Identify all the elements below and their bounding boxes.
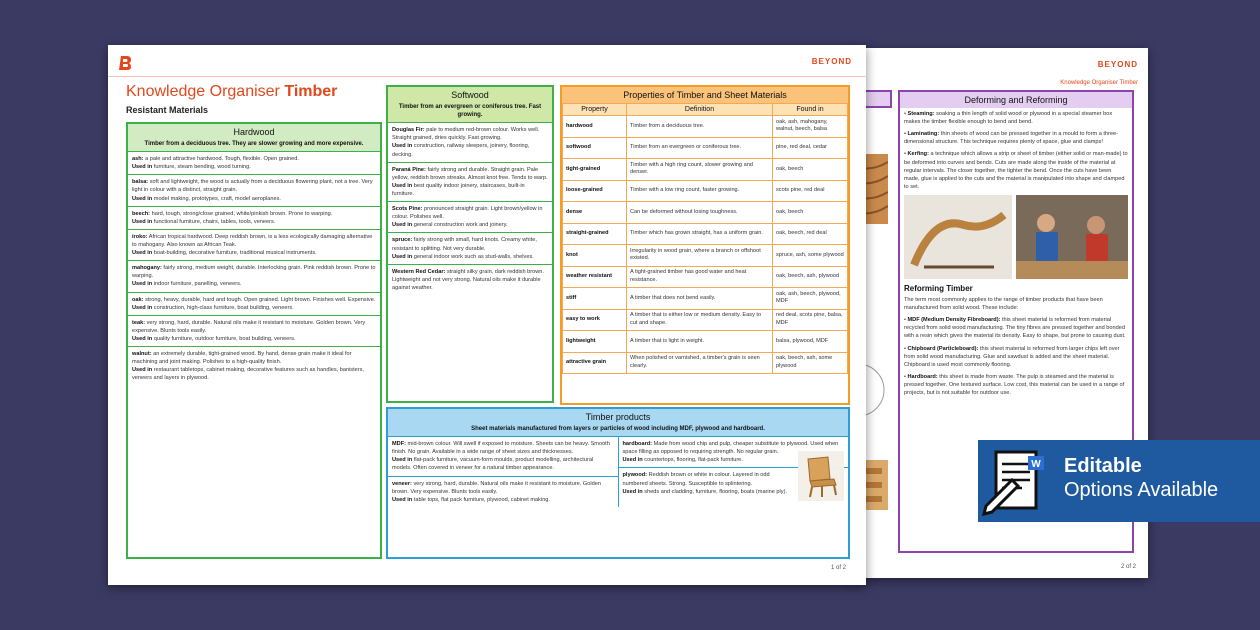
softwood-description: Timber from an evergreen or coniferous tree. Fast growing. xyxy=(398,104,542,119)
deforming-heading: Deforming and Reforming xyxy=(900,92,1132,108)
hardwood-entry: beech: hard, tough, strong/close grained, white/pinkish brown. Prone to warping. Used in functional furniture, chairs, tables, tools, veneers. xyxy=(128,206,380,229)
table-row: easy to work A timber that is either low or medium density. Easy to cut and shape. red deal, scots pine, balsa, MDF xyxy=(563,309,848,331)
badge-text xyxy=(1064,454,1218,502)
softwood-entry: Western Red Cedar: straight silky grain, dark reddish brown. Lightweight and not very strong. Natural oils make it durable against weather. xyxy=(388,264,552,295)
word-letter: W xyxy=(1031,459,1041,470)
hardwood-entry: teak: very strong, hard, durable. Natural oils make it resistant to moisture. Golden brown. Very expensive. Blunts tools easily. Used in quality furniture, outdoor furniture, boat building, veneers. xyxy=(128,315,380,346)
reforming-heading: Reforming Timber xyxy=(904,283,973,293)
badge-line1: Editable xyxy=(1064,455,1142,477)
column-header: Definition xyxy=(627,104,773,116)
timber-products-grid xyxy=(388,436,848,507)
badge-line2: Options Available xyxy=(1064,479,1219,501)
softwood-entry: Scots Pine: pronounced straight grain. Light brown/yellow in colour. Polishes well. Used in general construction work and joinery. xyxy=(388,201,552,232)
deforming-item: • Laminating: thin sheets of wood can be pressed together in a mould to form a three-dimensional structure. This technique requires plenty of space, glue and clamps! xyxy=(904,131,1119,146)
reforming-intro: The term most commonly applies to the range of timber products that have been manufactured from solid wood. These include: xyxy=(904,296,1103,312)
timber-products-heading: Timber products xyxy=(585,412,651,422)
hardwood-entry: walnut: an extremely durable, tight-grained wood. By hand, dense grain make it ideal for machining and joint making. Polishes to a high-quality finish. Used in restaurant tabletops, cabinet making, decorative features such as handles, banisters, veneers and layers in plywood. xyxy=(128,346,380,385)
properties-table xyxy=(562,103,848,374)
timber-products-right-column xyxy=(618,436,849,507)
hardwood-entry: ash: a pale and attractive hardwood. Tough, flexible. Open grained. Used in furniture, steam bending, wood turning. xyxy=(128,151,380,174)
page2-subtitle: Knowledge Organiser Timber xyxy=(1060,80,1138,86)
editable-options-badge[interactable] xyxy=(978,440,1260,522)
page-number: 2 of 2 xyxy=(1120,564,1136,570)
page-number: 1 of 2 xyxy=(830,565,846,571)
timber-products-left-column xyxy=(388,436,618,507)
deforming-item: • Steaming: soaking a thin length of solid wood or plywood in a special steamer box makes the timber flexible enough to bend and bend. xyxy=(904,111,1113,126)
hardwood-header xyxy=(128,124,380,151)
hardwood-description: Timber from a deciduous tree. They are slower growing and more expensive. xyxy=(144,141,364,147)
softwood-header xyxy=(388,87,552,122)
brand-label: BEYOND xyxy=(811,57,852,66)
timber-product-entry: plywood: Reddish brown or white in colour. Layered in odd numbered sheets. Strong. Susceptible to splintering. Used in sheds and cladding, furniture, flooring, boats (marine ply). xyxy=(619,467,849,498)
worksheet-page-1 xyxy=(108,45,866,585)
table-row: stiff A timber that does not bend easily. oak, ash, beech, plywood, MDF xyxy=(563,288,848,310)
softwood-entry: Paraná Pine: fairly strong and durable. Straight grain. Pale yellow, reddish brown streaks. Almost knot free. Tends to warp. Used in best quality indoor joinery, staircases, built-in furniture. xyxy=(388,162,552,201)
timber-products-header xyxy=(388,409,848,436)
table-row: loose-grained Timber with a low ring count, faster growing. scots pine, red deal xyxy=(563,180,848,202)
beyond-logo-icon xyxy=(118,55,132,71)
properties-heading: Properties of Timber and Sheet Materials xyxy=(562,87,848,103)
properties-box xyxy=(560,85,850,405)
softwood-entry: Douglas Fir: pale to medium red-brown colour. Works well. Straight grained, dries quickly. Fast growing. Used in construction, railway sleepers, joinery, flooring, decking. xyxy=(388,122,552,161)
table-row: tight-grained Timber with a high ring count, slower growing and denser. oak, beech xyxy=(563,159,848,181)
brand-label: BEYOND xyxy=(1097,60,1138,69)
page-subtitle: Resistant Materials xyxy=(126,105,209,115)
reforming-item: • MDF (Medium Density Fibreboard): this sheet material is reformed from material recycled from solid wood manufacturing. The tiny fibres are pressed together and bonded with a resin which gives the material its density. Easy to shape, but prone to causing dust. xyxy=(904,317,1126,340)
column-header: Property xyxy=(563,104,627,116)
hardwood-box xyxy=(126,122,382,559)
timber-product-entry: MDF: mid-brown colour. Will swell if exposed to moisture. Sheets can be heavy. Smooth finish. No grain. Available in a wide range of sheet sizes and thicknesses. Used in flat-pack furniture, vacuum-form moulds, product modelling, architectural models. Often covered in veneer for a natural timber appearance. xyxy=(388,436,618,475)
hardwood-heading: Hardwood xyxy=(233,127,275,137)
hardwood-entry: iroko: African tropical hardwood. Deep reddish brown, is a less ecologically damaging alternative to mahogany. Also known as African Teak. Used in boat-building, decorative furniture, traditional musical instruments. xyxy=(128,229,380,260)
timber-product-entry: hardboard: Made from wood chip and pulp, cheaper substitute to plywood. Used when space filling as opposed to requiring strength. No regular grain. Used in countertops, flooring, flat-pack furniture. xyxy=(619,436,849,467)
hardwood-entry: mahogany: fairly strong, medium weight, durable. Interlocking grain. Pink reddish brown. Prone to warping. Used in indoor furniture, panelling, veneers. xyxy=(128,260,380,291)
reforming-item: • Chipboard (Particleboard): this sheet material is reformed from larger chips left over from solid wood manufacturing. Glue and sawdust is added and the sheet material. Chipboard is used most commonly flooring. xyxy=(904,345,1120,368)
table-row: dense Can be deformed without losing toughness. oak, beech xyxy=(563,202,848,224)
table-header-row xyxy=(563,104,848,116)
bent-wood-chair-photo xyxy=(904,195,1012,279)
page-title xyxy=(126,83,337,101)
table-row: lightweight A timber that is light in weight. balsa, plywood, MDF xyxy=(563,331,848,353)
table-row: hardwood Timber from a deciduous tree. oak, ash, mahogany, walnut, beech, balsa xyxy=(563,116,848,138)
softwood-entry: spruce: fairly strong with small, hard knots. Creamy white, resistant to splitting. Not very durable. Used in general indoor work such as stud-walls, shelves. xyxy=(388,232,552,263)
hardwood-entry: oak: strong, heavy, durable, hard and tough. Open grained. Light brown. Finishes well. Expensive. Used in construction, high-class furniture, boat building, veneers. xyxy=(128,292,380,315)
deforming-photos xyxy=(900,193,1132,281)
table-row: softwood Timber from an evergreen or coniferous tree. pine, red deal, cedar xyxy=(563,137,848,159)
table-row: straight-grained Timber which has grown straight, has a uniform grain. oak, beech, red deal xyxy=(563,223,848,245)
timber-products-box xyxy=(386,407,850,559)
softwood-box xyxy=(386,85,554,403)
header-divider xyxy=(108,76,866,77)
softwood-heading: Softwood xyxy=(451,90,489,100)
table-row: weather resistant A tight-grained timber has good water and heat resistance. oak, beech, ash, plywood xyxy=(563,266,848,288)
plywood-chair-image xyxy=(798,451,844,501)
timber-product-entry: veneer: very strong, hard, durable. Natural oils make it resistant to moisture. Golden brown. Very expensive. Blunts tools easily. Used in table tops, flat pack furniture, plywood, cabinet making. xyxy=(388,476,618,507)
column-header: Found in xyxy=(773,104,848,116)
workshop-students-photo xyxy=(1016,195,1128,279)
table-row: knot Irregularity in wood grain, where a branch or offshoot existed. spruce, ash, some plywood xyxy=(563,245,848,267)
editable-document-icon xyxy=(982,444,1050,520)
title-bold: Timber xyxy=(284,83,338,100)
deforming-item: • Kerfing: a technique which allows a strip or sheet of timber (either solid or man-made) to be deformed into curves and bends. Cuts are made along the inside of the material at regular intervals. The closer together, the tighter the bend. Once the cuts have been made, glue is applied to the cuts and the material is manipulated into shape and clamped to set. xyxy=(904,151,1128,190)
title-light: Knowledge Organiser xyxy=(126,83,280,100)
hardwood-entry: balsa: soft and lightweight, the wood is actually from a deciduous flowering plant, not a tree. Very light in colour with a distinct, straight grain. Used in model making, prototypes, craft, model aeroplanes. xyxy=(128,174,380,205)
table-row: attractive grain When polished or varnished, a timber's grain is seen clearly. oak, beech, ash, some plywood xyxy=(563,352,848,374)
timber-products-description: Sheet materials manufactured from layers or particles of wood including MDF, plywood and hardboard. xyxy=(471,426,765,432)
reforming-item: • Hardboard: this sheet is made from waste. The pulp is steamed and the material is pressed together. One textured surface. Low cost, this material can be used in a range of projects, but is not suitable for outdoor use. xyxy=(904,373,1125,397)
